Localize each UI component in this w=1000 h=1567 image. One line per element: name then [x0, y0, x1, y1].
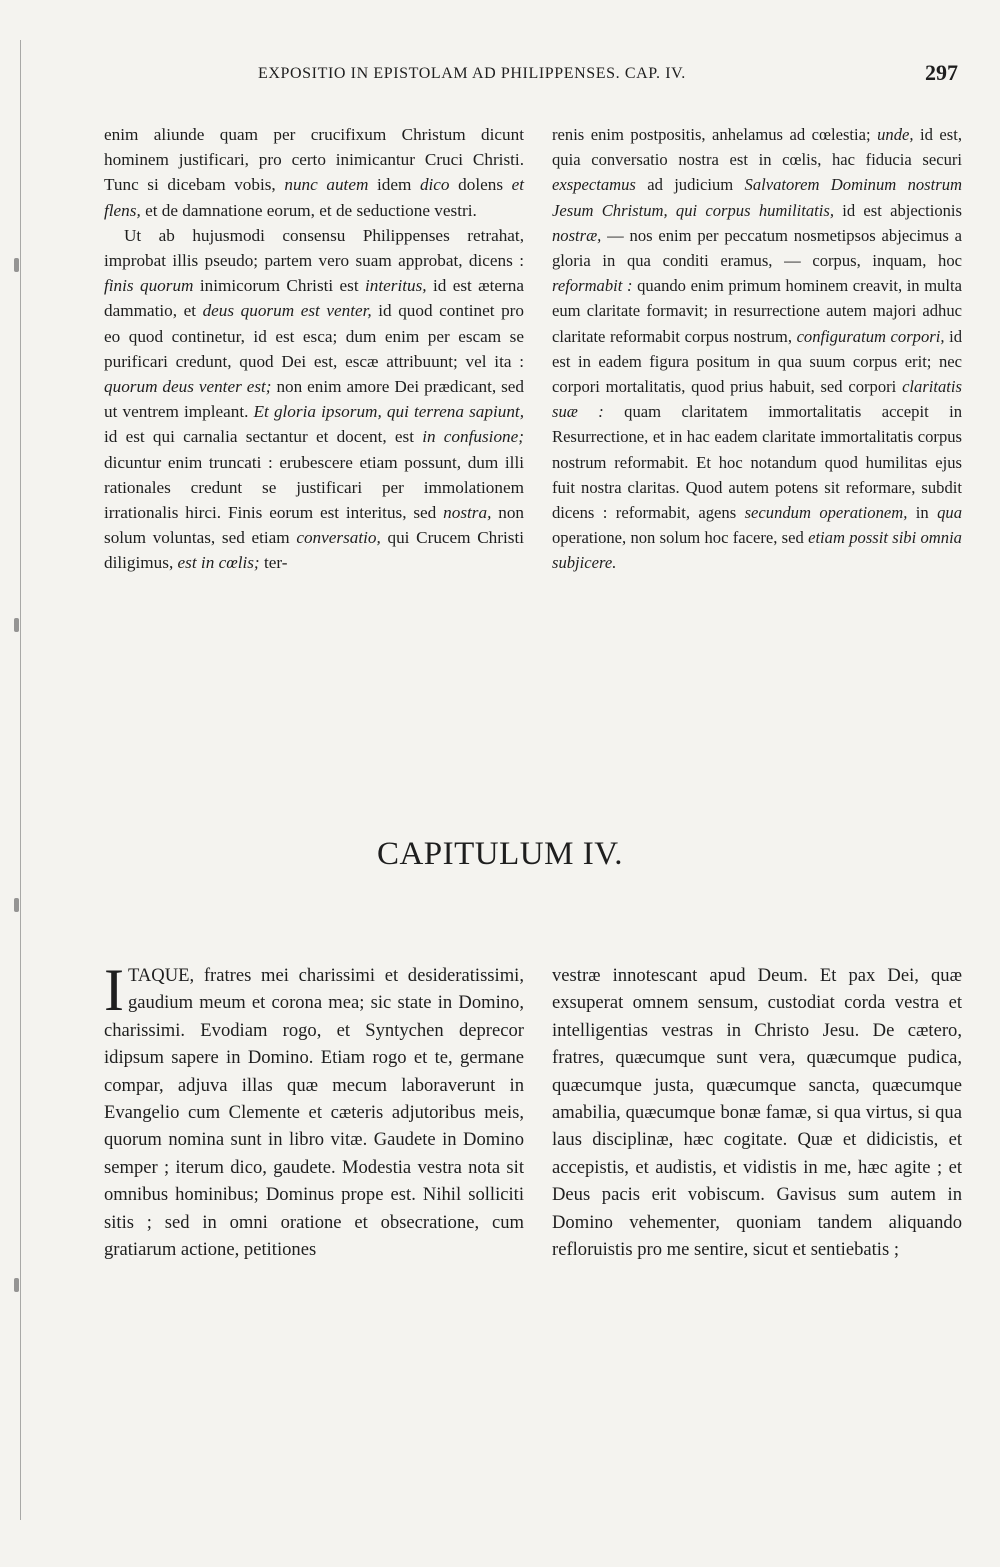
text-run: enim aliunde quam per crucifixum Christum dicunt hominem justificari, pro certo inimicantur Cruci Christi. Tunc si dicebam vobis,: [104, 125, 524, 195]
italic-quote: nunc autem: [284, 175, 369, 195]
italic-quote: est in cœlis;: [177, 553, 260, 573]
italic-quote: nostræ,: [552, 225, 602, 245]
page-number: 297: [925, 60, 958, 85]
text-run: id est abjectionis: [833, 200, 963, 220]
italic-quote: claritatis suæ :: [552, 377, 962, 422]
margin-mark: [14, 898, 19, 912]
text-run: inimicorum Christi est: [193, 276, 366, 296]
text-run: — nos enim per peccatum nosmetipsos abjecimus a gloria in qua conditi eramus, — corpus, inquam, hoc: [552, 225, 962, 271]
text-run: quando enim primum hominem creavit, in multa eum claritate formavit; in resurrectione autem majori adhuc claritate reformabit corpus nostrum,: [552, 276, 963, 346]
italic-quote: nostra,: [443, 503, 492, 523]
margin-mark: [14, 258, 19, 272]
text-run: qui Crucem Christi diligimus,: [104, 528, 524, 573]
text-run: dicuntur enim truncati : erubescere etiam possunt, dum illi rationales credunt se justificari per immolationem irrationalis hirci. Finis eorum est interitus, sed: [104, 452, 524, 523]
italic-quote: exspectamus: [552, 175, 636, 195]
italic-quote: qua: [937, 503, 962, 523]
text-run: id est in eadem figura positum in qua suum corpus erit; nec corpori mortalitatis, quod prius habuit, sed corpori: [552, 326, 962, 397]
margin-mark: [14, 1278, 19, 1292]
italic-quote: interitus,: [365, 276, 427, 296]
italic-quote: et flens,: [104, 175, 525, 220]
text-run: operatione, non solum hoc facere, sed: [552, 528, 809, 548]
text-run: et de damnatione eorum, et de seductione vestri.: [140, 200, 477, 220]
text-run: non solum voluntas, sed etiam: [104, 503, 525, 548]
margin-mark: [14, 618, 19, 632]
page-gutter-line: [20, 40, 21, 1520]
chapter-title: CAPITULUM IV.: [376, 836, 624, 872]
page-header: [100, 60, 962, 90]
italic-quote: etiam possit sibi omnia subjicere.: [552, 528, 962, 573]
text-run: in: [907, 503, 938, 523]
italic-quote: secundum operationem,: [744, 503, 908, 523]
scripture-text: TAQUE, fratres mei charissimi et desideratissimi, gaudium meum et corona mea; sic state in Domino, charissimi. Evodiam rogo, et Syntychen deprecor idipsum sapere in Domino. Etiam rogo et te, germane compar, adjuva illas quæ mecum laboraverunt in Evangelio cum Clemente et cæteris adjutoribus meis, quorum nomina sunt in libro vitæ. Gaudete in Domino semper ; iterum dico, gaudete. Modestia vestra nota sit omnibus hominibus; Dominus prope est. Nihil solliciti sitis ; sed in omni oratione et obsecratione, cum gratiarum actione, petitiones: [104, 965, 524, 1261]
commentary-paragraph: [552, 122, 962, 576]
commentary-paragraph: [104, 223, 524, 576]
italic-quote: deus quorum est venter,: [202, 301, 372, 321]
italic-quote: configuratum corpori,: [796, 326, 945, 346]
text-run: id est, quia conversatio nostra est in cœlis, hac fiducia securi: [552, 125, 962, 170]
scripture-column-left: [104, 957, 524, 1263]
text-run: ter-: [259, 553, 288, 573]
commentary-column-right: [552, 122, 962, 576]
text-run: id est qui carnalia sectantur et docent, est: [104, 427, 423, 447]
italic-quote: conversatio,: [296, 528, 381, 548]
text-run: non enim amore Dei prædicant, sed ut ventrem impleant.: [104, 377, 524, 422]
italic-quote: finis quorum: [104, 276, 194, 296]
scripture-paragraph: vestræ innotescant apud Deum. Et pax Dei, quæ exsuperat omnem sensum, custodiat corda vestra et intelligentias vestras in Christo Jesu. De cætero, fratres, quæcumque sunt vera, quæcumque pudica, quæcumque justa, quæcumque sancta, quæcumque amabilia, quæcumque bonæ famæ, si qua virtus, si qua laus disciplinæ, hæc cogitate. Quæ et didicistis, et accepistis, et audistis, et vidistis in me, hæc agite ; et Deus pacis erit vobiscum. Gavisus sum autem in Domino vehementer, quoniam tandem aliquando refloruistis pro me sentire, sicut et sentiebatis ;: [552, 965, 962, 1261]
scripture-paragraph: [104, 957, 524, 1263]
commentary-paragraph: [104, 122, 524, 223]
text-run: quam claritatem immortalitatis accepit in Resurrectione, et in hac eadem claritate immortalitatis corpus nostrum reformabit. Et hoc notandum quod humilitas ejus fuit nostra claritas. Quod autem potens sit reformare, subdit dicens : reformabit, agens: [552, 402, 962, 523]
text-run: renis enim postpositis, anhelamus ad cœlestia;: [552, 125, 878, 144]
italic-quote: in confusione;: [422, 427, 524, 447]
text-run: ad judicium: [635, 175, 745, 195]
text-run: idem: [368, 175, 420, 195]
scripture-column-right: [552, 962, 962, 1263]
text-run: dolens: [449, 175, 512, 195]
text-run: id quod continet pro eo quod continetur, id est esca; dum enim per escam se purificari credunt, quod Dei est, escæ attribuunt; vel ita :: [104, 301, 524, 371]
commentary-column-left: [104, 122, 524, 576]
text-run: Ut ab hujusmodi consensu Philippenses retrahat, improbat illis pseudo; partem vero suam approbat, dicens :: [104, 225, 524, 271]
text-run: id est æterna dammatio, et: [104, 276, 524, 321]
italic-quote: Et gloria ipsorum, qui terrena sapiunt,: [253, 402, 524, 422]
italic-quote: quorum deus venter est;: [104, 377, 272, 397]
italic-quote: unde,: [877, 125, 914, 144]
drop-cap: I: [104, 957, 124, 1023]
italic-quote: dico: [419, 175, 450, 195]
italic-quote: reformabit :: [552, 276, 633, 296]
italic-quote: Salvatorem Dominum nostrum Jesum Christum, qui corpus humilitatis,: [552, 175, 962, 220]
running-head: EXPOSITIO IN EPISTOLAM AD PHILIPPENSES. CAP. IV.: [258, 65, 686, 82]
